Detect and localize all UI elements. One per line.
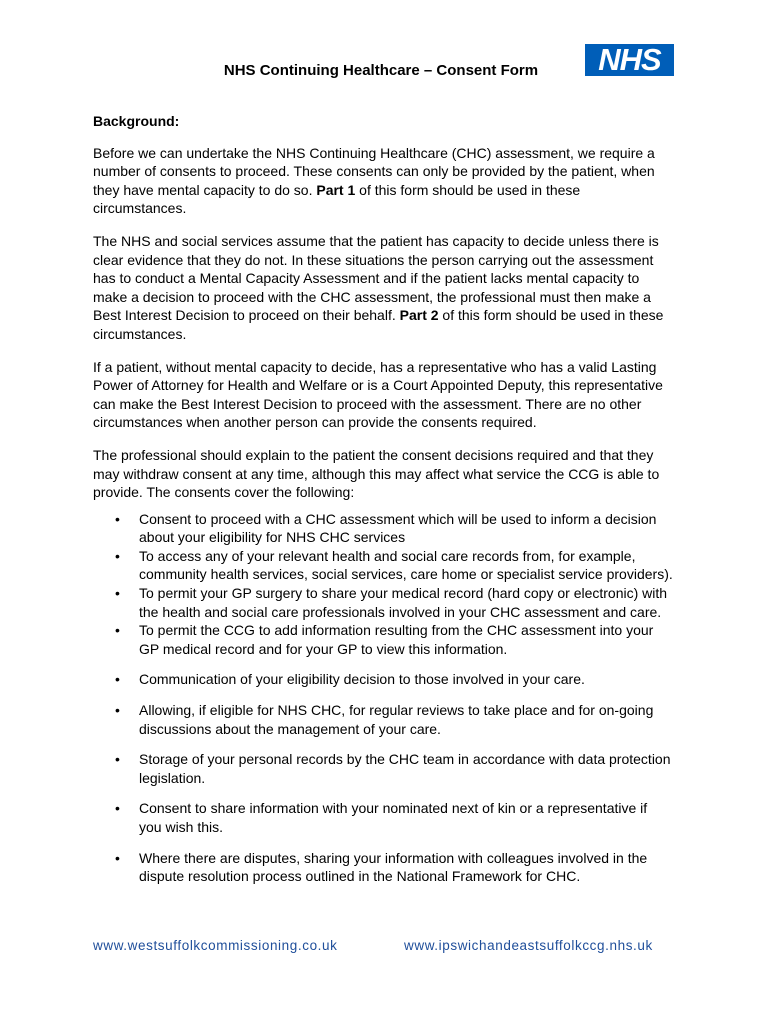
list-item (93, 701, 673, 738)
bullet-icon: • (115, 849, 120, 866)
list-item-text: Storage of your personal records by the CHC team in accordance with data protection legislation. (139, 751, 671, 786)
paragraph-2-text: The NHS and social services assume that the patient has capacity to decide unless there is clear evidence that they do not. In these situations the person carrying out the assessment has to conduct a Mental Capacity Assessment and if the patient lacks mental capacity to make a decision to proceed with the CHC assessment, the professional must then make a Best Interest Decision to proceed on their behalf. (93, 232, 659, 324)
paragraph-1 (93, 144, 673, 218)
bullet-icon: • (115, 702, 120, 719)
paragraph-1-text: Before we can undertake the NHS Continuing Healthcare (CHC) assessment, we require a number of consents to proceed. These consents can only be provided by the patient, when they have mental capacity to do so. (93, 144, 655, 198)
list-item (93, 750, 673, 787)
bullet-icon: • (115, 751, 120, 768)
list-item (93, 799, 673, 836)
paragraph-4: The professional should explain to the patient the consent decisions required and that they may withdraw consent at any time, although this may affect what service the CCG is able to provide. The consents cover the following: (93, 446, 660, 501)
consent-list (93, 510, 673, 886)
list-item-text: Consent to proceed with a CHC assessment which will be used to inform a decision about your eligibility for NHS CHC services (139, 510, 657, 546)
part-1-label: Part 1 (316, 181, 356, 198)
paragraph-2 (93, 232, 673, 344)
list-item (93, 849, 673, 886)
bullet-icon: • (115, 671, 120, 688)
list-item (93, 584, 673, 621)
bullet-icon: • (115, 622, 120, 639)
paragraph-2-text-end: of this form should be used in these circumstances. (93, 307, 664, 342)
nhs-logo: NHS (585, 44, 674, 76)
form-body (93, 112, 673, 886)
footer-link-west-suffolk[interactable]: www.westsuffolkcommissioning.co.uk (93, 938, 338, 953)
paragraph-3: If a patient, without mental capacity to decide, has a representative who has a valid Lasting Power of Attorney for Health and Welfare or is a Court Appointed Deputy, this representative can make the Best Interest Decision to proceed with the assessment. There are no other circumstances when another person can provide the consents required. (93, 358, 663, 431)
background-heading: Background: (93, 113, 180, 129)
bullet-icon: • (115, 547, 120, 564)
list-item-text: Communication of your eligibility decision to those involved in your care. (139, 671, 585, 688)
paragraph-1-text-end: of this form should be used in these circumstances. (93, 181, 581, 217)
list-item-text: Allowing, if eligible for NHS CHC, for regular reviews to take place and for on-going discussions about the management of your care. (139, 702, 654, 737)
list-item (93, 510, 673, 547)
bullet-icon: • (115, 585, 120, 602)
list-item-text: Consent to share information with your nominated next of kin or a representative if you wish this. (139, 800, 648, 835)
list-item-text: To access any of your relevant health and social care records from, for example, community health services, social services, care home or specialist service providers). (139, 547, 673, 583)
footer-link-ipswich-east-suffolk[interactable]: www.ipswichandeastsuffolkccg.nhs.uk (404, 938, 653, 953)
list-item-text: Where there are disputes, sharing your information with colleagues involved in the dispute resolution process outlined in the National Framework for CHC. (139, 849, 648, 885)
list-item (93, 670, 673, 689)
list-item (93, 621, 673, 658)
list-item (93, 547, 673, 584)
list-item-text: To permit your GP surgery to share your medical record (hard copy or electronic) with the health and social care professionals involved in your CHC assessment and care. (139, 585, 668, 620)
page-title: NHS Continuing Healthcare – Consent Form (223, 62, 539, 79)
part-2-label: Part 2 (399, 307, 439, 324)
bullet-icon: • (115, 510, 120, 527)
list-item-text: To permit the CCG to add information resulting from the CHC assessment into your GP medical record and for your GP to view this information. (139, 622, 654, 657)
bullet-icon: • (115, 800, 120, 817)
